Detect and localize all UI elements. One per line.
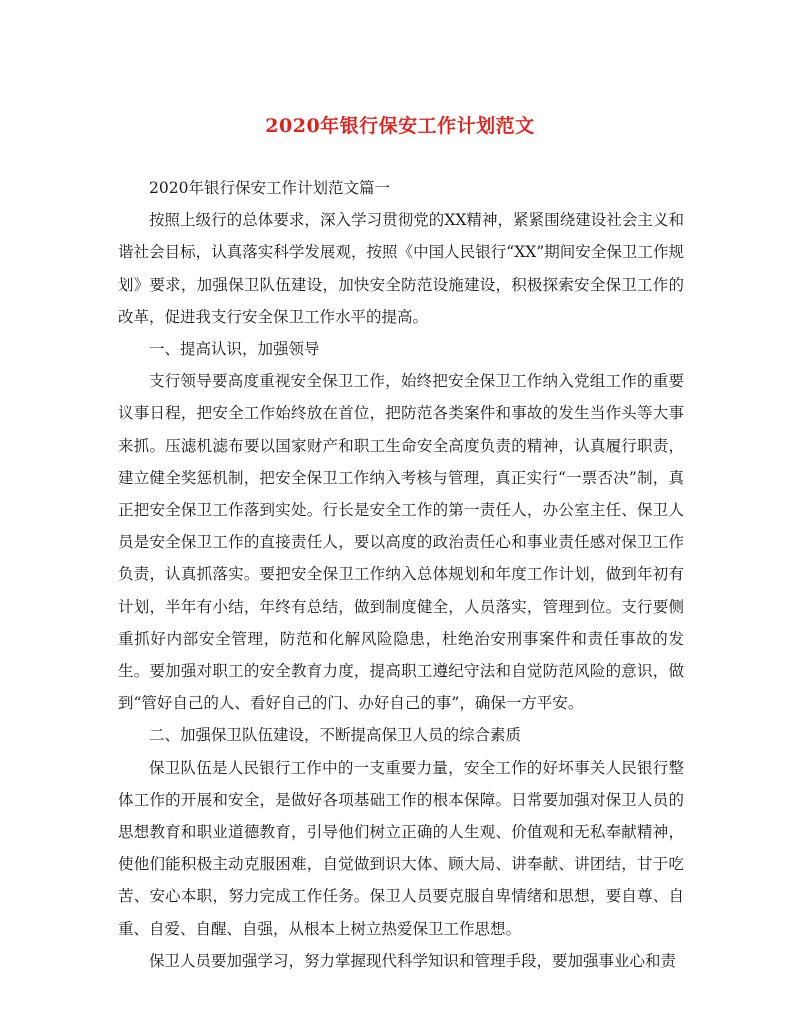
body-paragraph: 保卫队伍是人民银行工作中的一支重要力量，安全工作的好坏事关人民银行整体工作的开展和安全，是做好各项基础工作的根本保障。日常要加强对保卫人员的思想教育和职业道德教育，引导他们树立正确的人生观、价值观和无私奉献精神，使他们能积极主动克服困难，自觉做到识大体、顾大局、讲奉献、讲团结，甘于吃苦、安心本职，努力完成工作任务。保卫人员要克服自卑情绪和思想，要自尊、自重、自爱、自醒、自强，从根本上树立热爱保卫工作思想。	[118, 758, 684, 938]
document-body	[118, 172, 684, 977]
document-title: 2020年银行保安工作计划范文	[265, 115, 535, 137]
body-paragraph: 保卫人员要加强学习，努力掌握现代科学知识和管理手段，要加强事业心和责	[149, 951, 677, 970]
section-heading: 2020年银行保安工作计划范文篇一	[149, 179, 390, 197]
section-heading: 一、提高认识，加强领导	[149, 340, 320, 359]
section-heading: 二、加强保卫队伍建设，不断提高保卫人员的综合素质	[149, 726, 522, 745]
body-paragraph: 支行领导要高度重视安全保卫工作，始终把安全保卫工作纳入党组工作的重要议事日程，把安全工作始终放在首位，把防范各类案件和事故的发生当作头等大事来抓。压滤机滤布要以国家财产和职工生命安全高度负责的精神，认真履行职责，建立健全奖惩机制，把安全保卫工作纳入考核与管理，真正实行“一票否决”制，真正把安全保卫工作落到实处。行长是安全工作的第一责任人，办公室主任、保卫人员是安全保卫工作的直接责任人，要以高度的政治责任心和事业责任感对保卫工作负责，认真抓落实。要把安全保卫工作纳入总体规划和年度工作计划，做到年初有计划，半年有小结，年终有总结，做到制度健全，人员落实，管理到位。支行要侧重抓好内部安全管理，防范和化解风险隐患，杜绝治安刑事案件和责任事故的发生。要加强对职工的安全教育力度，提高职工遵纪守法和自觉防范风险的意识，做到“管好自己的人、看好自己的门、办好自己的事”，确保一方平安。	[118, 372, 684, 713]
body-paragraph: 按照上级行的总体要求，深入学习贯彻党的XX精神，紧紧围绕建设社会主义和谐社会目标，认真落实科学发展观，按照《中国人民银行“XX”期间安全保卫工作规划》要求，加强保卫队伍建设，加快安全防范设施建设，积极探索安全保卫工作的改革，促进我支行安全保卫工作水平的提高。	[118, 211, 684, 326]
